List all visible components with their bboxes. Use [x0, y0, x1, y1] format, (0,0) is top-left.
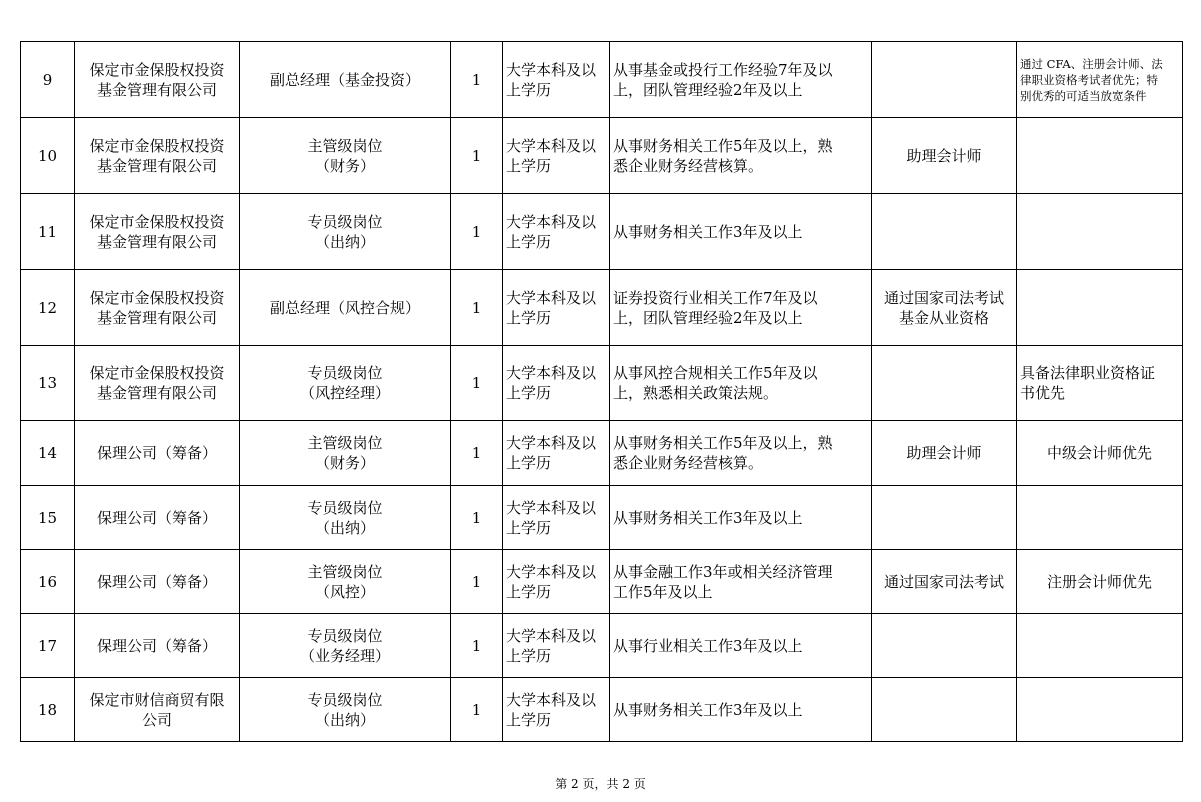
experience-cell: 从事财务相关工作5年及以上，熟 悉企业财务经营核算。 — [610, 421, 872, 486]
note-cell — [1017, 270, 1183, 346]
note-cell — [1017, 194, 1183, 270]
row-number: 10 — [21, 118, 75, 194]
position-cell: 专员级岗位 （业务经理） — [240, 614, 451, 678]
page-footer: 第 2 页，共 2 页 — [555, 777, 646, 791]
company-cell: 保定市财信商贸有限 公司 — [75, 678, 240, 742]
experience-cell: 从事财务相关工作5年及以上，熟 悉企业财务经营核算。 — [610, 118, 872, 194]
education-cell: 大学本科及以 上学历 — [503, 194, 610, 270]
note-cell — [1017, 118, 1183, 194]
count-cell: 1 — [451, 678, 503, 742]
positions-table — [20, 41, 1183, 742]
count-cell: 1 — [451, 550, 503, 614]
company-cell: 保理公司（筹备） — [75, 614, 240, 678]
company-cell: 保定市金保股权投资 基金管理有限公司 — [75, 42, 240, 118]
count-cell: 1 — [451, 42, 503, 118]
note-cell — [1017, 678, 1183, 742]
qualification-cell — [872, 346, 1017, 421]
position-cell: 专员级岗位 （出纳） — [240, 194, 451, 270]
position-cell: 主管级岗位 （财务） — [240, 421, 451, 486]
education-cell: 大学本科及以 上学历 — [503, 421, 610, 486]
company-cell: 保理公司（筹备） — [75, 486, 240, 550]
table-row — [21, 194, 1183, 270]
count-cell: 1 — [451, 270, 503, 346]
qualification-cell — [872, 614, 1017, 678]
row-number: 11 — [21, 194, 75, 270]
row-number: 18 — [21, 678, 75, 742]
education-cell: 大学本科及以 上学历 — [503, 614, 610, 678]
table-row — [21, 614, 1183, 678]
row-number: 16 — [21, 550, 75, 614]
experience-cell: 证券投资行业相关工作7年及以 上，团队管理经验2年及以上 — [610, 270, 872, 346]
position-cell: 副总经理（风控合规） — [240, 270, 451, 346]
experience-cell: 从事财务相关工作3年及以上 — [610, 678, 872, 742]
education-cell: 大学本科及以 上学历 — [503, 346, 610, 421]
qualification-cell — [872, 486, 1017, 550]
experience-cell: 从事金融工作3年或相关经济管理 工作5年及以上 — [610, 550, 872, 614]
note-cell: 具备法律职业资格证 书优先 — [1017, 346, 1183, 421]
company-cell: 保理公司（筹备） — [75, 421, 240, 486]
note-cell: 注册会计师优先 — [1017, 550, 1183, 614]
position-cell: 主管级岗位 （财务） — [240, 118, 451, 194]
company-cell: 保定市金保股权投资 基金管理有限公司 — [75, 270, 240, 346]
row-number: 14 — [21, 421, 75, 486]
education-cell: 大学本科及以 上学历 — [503, 678, 610, 742]
position-cell: 专员级岗位 （出纳） — [240, 678, 451, 742]
company-cell: 保定市金保股权投资 基金管理有限公司 — [75, 118, 240, 194]
experience-cell: 从事财务相关工作3年及以上 — [610, 486, 872, 550]
experience-cell: 从事财务相关工作3年及以上 — [610, 194, 872, 270]
qualification-cell — [872, 678, 1017, 742]
position-cell: 副总经理（基金投资） — [240, 42, 451, 118]
experience-cell: 从事基金或投行工作经验7年及以 上，团队管理经验2年及以上 — [610, 42, 872, 118]
education-cell: 大学本科及以 上学历 — [503, 42, 610, 118]
count-cell: 1 — [451, 118, 503, 194]
qualification-cell: 通过国家司法考试 — [872, 550, 1017, 614]
note-cell — [1017, 486, 1183, 550]
count-cell: 1 — [451, 486, 503, 550]
position-cell: 专员级岗位 （风控经理） — [240, 346, 451, 421]
row-number: 9 — [21, 42, 75, 118]
note-cell — [1017, 614, 1183, 678]
education-cell: 大学本科及以 上学历 — [503, 118, 610, 194]
company-cell: 保理公司（筹备） — [75, 550, 240, 614]
table-row — [21, 270, 1183, 346]
note-cell: 通过 CFA、注册会计师、法 律职业资格考试者优先；特 别优秀的可适当放宽条件 — [1017, 42, 1183, 118]
row-number: 13 — [21, 346, 75, 421]
table-row — [21, 42, 1183, 118]
row-number: 15 — [21, 486, 75, 550]
education-cell: 大学本科及以 上学历 — [503, 550, 610, 614]
experience-cell: 从事风控合规相关工作5年及以 上，熟悉相关政策法规。 — [610, 346, 872, 421]
position-cell: 专员级岗位 （出纳） — [240, 486, 451, 550]
qualification-cell — [872, 194, 1017, 270]
qualification-cell — [872, 42, 1017, 118]
table-row — [21, 550, 1183, 614]
table-row — [21, 346, 1183, 421]
row-number: 17 — [21, 614, 75, 678]
education-cell: 大学本科及以 上学历 — [503, 270, 610, 346]
qualification-cell: 助理会计师 — [872, 118, 1017, 194]
company-cell: 保定市金保股权投资 基金管理有限公司 — [75, 194, 240, 270]
experience-cell: 从事行业相关工作3年及以上 — [610, 614, 872, 678]
row-number: 12 — [21, 270, 75, 346]
table-row — [21, 421, 1183, 486]
count-cell: 1 — [451, 421, 503, 486]
position-cell: 主管级岗位 （风控） — [240, 550, 451, 614]
company-cell: 保定市金保股权投资 基金管理有限公司 — [75, 346, 240, 421]
note-cell: 中级会计师优先 — [1017, 421, 1183, 486]
education-cell: 大学本科及以 上学历 — [503, 486, 610, 550]
qualification-cell: 通过国家司法考试 基金从业资格 — [872, 270, 1017, 346]
count-cell: 1 — [451, 346, 503, 421]
table-row — [21, 118, 1183, 194]
count-cell: 1 — [451, 194, 503, 270]
count-cell: 1 — [451, 614, 503, 678]
table-row — [21, 678, 1183, 742]
table-row — [21, 486, 1183, 550]
qualification-cell: 助理会计师 — [872, 421, 1017, 486]
